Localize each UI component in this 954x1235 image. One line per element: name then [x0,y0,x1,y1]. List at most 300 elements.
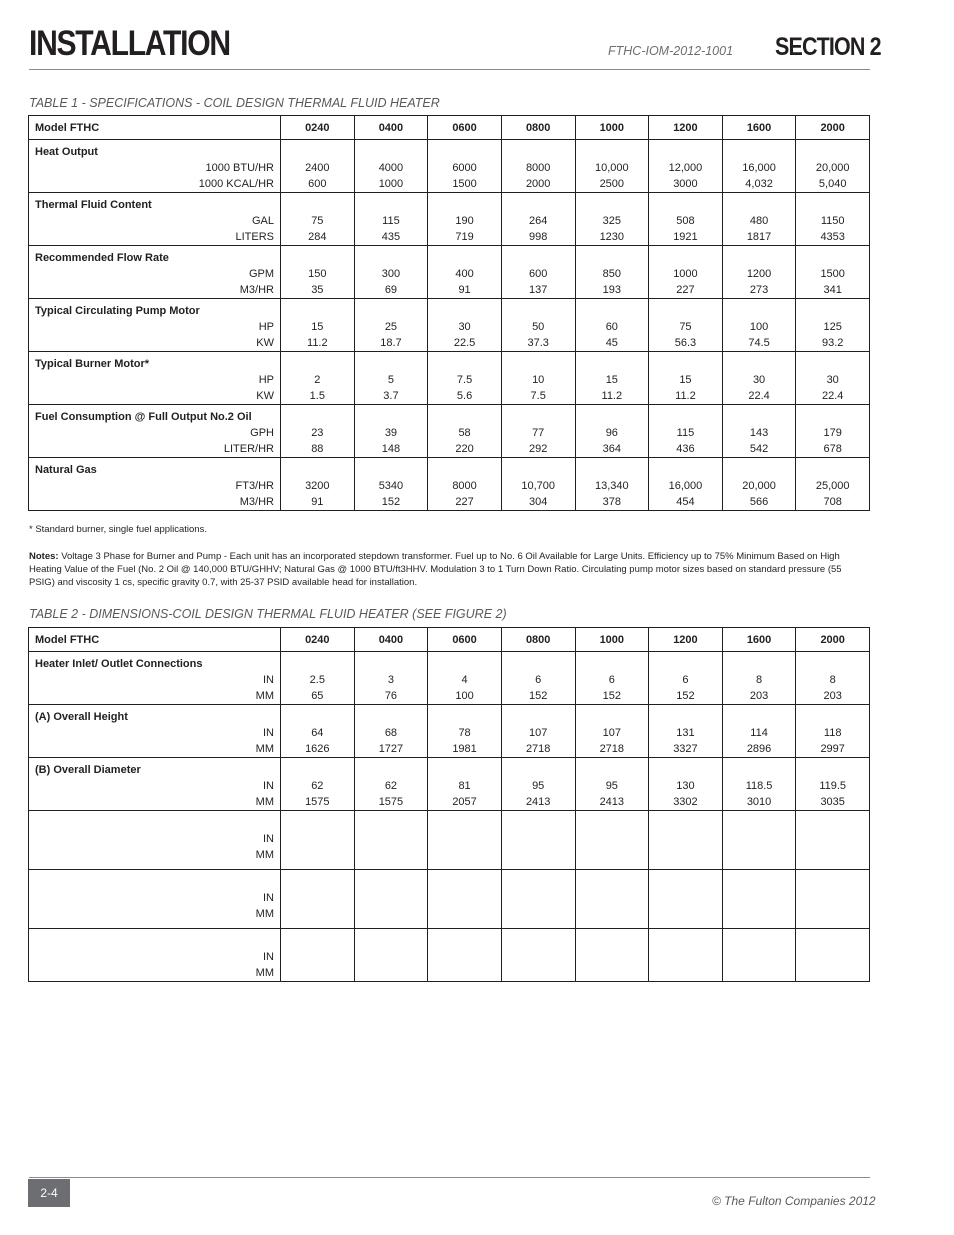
cell-value: 115 [676,427,695,439]
copyright: © The Fulton Companies 2012 [712,1194,876,1208]
value-cell [501,458,575,511]
value-cell [722,929,796,982]
row-label-cell [29,758,281,811]
cell-value: 15 [605,374,618,386]
value-cell [722,246,796,299]
value-cell [575,352,649,405]
cell-value: 75 [311,215,324,227]
cell-value: 6000 [452,162,477,174]
value-cell [281,299,355,352]
cell-value: 719 [455,231,474,243]
cell-value: 68 [384,727,398,739]
row-label-cell [29,246,281,299]
unit-label: HP [258,374,274,386]
cell-value: 77 [532,427,545,439]
cell-value: 4,032 [745,178,773,190]
cell-value: 1575 [378,796,404,808]
cell-value [723,831,796,847]
unit-label: HP [258,321,274,333]
value-cell [796,299,870,352]
model-header: 2000 [796,116,870,140]
cell-value: 20,000 [742,480,776,492]
cell-value: 119.5 [819,780,847,792]
value-cell [722,193,796,246]
cell-value: 62 [384,780,398,792]
cell-value [281,847,354,863]
value-cell [281,352,355,405]
cell-value: 227 [455,496,474,508]
cell-value: 190 [455,215,474,227]
cell-value: 284 [308,231,327,243]
cell-value: 125 [823,321,842,333]
cell-value: 37.3 [527,337,549,349]
value-cell [575,758,649,811]
value-cell [722,352,796,405]
cell-value: 91 [458,284,471,296]
value-cell [428,758,502,811]
value-cell [354,299,428,352]
value-cell [796,652,870,705]
unit-label: IN [263,951,274,963]
value-cell [354,458,428,511]
value-cell [722,705,796,758]
unit-label: KW [256,390,274,402]
value-cell [722,870,796,929]
cell-value: 18.7 [380,337,402,349]
cell-value: 179 [823,427,842,439]
cell-value [281,965,354,981]
table-row [29,193,870,246]
value-cell [796,352,870,405]
cell-value: 3327 [673,743,698,755]
cell-value: 542 [749,443,769,455]
cell-value: 8000 [452,480,477,492]
value-cell [649,870,723,929]
cell-value: 131 [676,727,695,739]
value-cell [722,458,796,511]
value-cell [796,811,870,870]
cell-value [796,890,869,906]
row-title [35,934,274,949]
cell-value: 22.4 [821,390,844,402]
row-label-cell [29,405,281,458]
cell-value: 1921 [673,231,698,243]
cell-value: 1575 [305,796,330,808]
value-cell [354,140,428,193]
cell-value: 25 [384,321,398,333]
cell-value: 64 [311,727,324,739]
cell-value: 5.6 [456,390,473,402]
cell-value: 56.3 [674,337,697,349]
table-row [29,652,870,705]
row-title: Fuel Consumption @ Full Output No.2 Oil [35,411,252,423]
cell-value: 81 [458,780,471,792]
cell-value: 11.2 [307,337,328,349]
value-cell [501,870,575,929]
cell-value: 8 [756,674,763,686]
cell-value: 11.2 [601,390,623,402]
cell-value: 6 [535,674,542,686]
cell-value [796,965,869,981]
cell-value: 78 [458,727,471,739]
cell-value: 227 [676,284,695,296]
document-code: FTHC-IOM-2012-1001 [608,44,734,58]
cell-value: 88 [311,443,324,455]
value-cell [649,140,723,193]
cell-value: 5,040 [818,178,847,190]
value-cell [575,705,649,758]
cell-value: 12,000 [668,162,703,174]
cell-value: 2 [314,374,321,386]
cell-value: 137 [529,284,548,296]
unit-label: MM [255,849,274,861]
cell-value: 15 [311,321,324,333]
model-header: 1000 [575,116,649,140]
cell-value: 22.5 [453,337,476,349]
cell-value: 107 [602,727,621,739]
cell-value: 193 [602,284,621,296]
value-cell [281,758,355,811]
cell-value [355,949,428,965]
cell-value [502,965,575,981]
cell-value: 273 [749,284,769,296]
value-cell [722,140,796,193]
cell-value [723,906,796,922]
cell-value: 1626 [305,743,330,755]
cell-value [796,831,869,847]
cell-value [723,890,796,906]
value-cell [428,811,502,870]
value-cell [281,246,355,299]
cell-value: 7.5 [530,390,546,402]
cell-value: 1500 [452,178,477,190]
cell-value [355,831,428,847]
model-header: 0800 [501,628,575,652]
value-cell [796,758,870,811]
cell-value: 23 [311,427,324,439]
unit-label: M3/HR [239,496,274,508]
notes-label: Notes: [29,551,59,562]
notes-text: Voltage 3 Phase for Burner and Pump - Each unit has an incorporated stepdown transformer. Fuel up to No. 6 Oil Available for Large Units. Efficiency up to 75% Minimum Based on High Heating Value of the Fuel (No. 2 Oil @ 140,000 BTU/GHHV; Natural Gas @ 1000 BTU/ft3HHV. Modulation 3 to 1 Turn Down Ratio. Circulating pump motor sizes based on standard pressure (55 PSIG) and viscosity 1 cs, specific gravity 0.7, with 25-37 PSID available head for installation. [29,551,842,588]
table-header-row [29,628,870,652]
value-cell [649,193,723,246]
cell-value: 708 [823,496,842,508]
value-cell [796,193,870,246]
value-cell [501,193,575,246]
cell-value: 6 [608,674,615,686]
cell-value: 1150 [820,215,845,227]
value-cell [354,705,428,758]
value-cell [501,405,575,458]
cell-value: 15 [679,374,692,386]
unit-label: IN [263,727,274,739]
cell-value: 30 [458,321,471,333]
cell-value: 7.5 [456,374,473,386]
cell-value: 2997 [820,743,845,755]
cell-value [649,965,722,981]
unit-label: 1000 KCAL/HR [198,178,274,190]
cell-value [428,965,501,981]
cell-value: 95 [532,780,545,792]
cell-value: 2718 [599,743,625,755]
cell-value [649,847,722,863]
value-cell [428,193,502,246]
footnote: * Standard burner, single fuel applications. [29,524,207,535]
value-cell [649,811,723,870]
cell-value: 2500 [599,178,625,190]
cell-value: 50 [532,321,545,333]
value-cell [281,652,355,705]
cell-value: 325 [602,215,621,227]
cell-value [428,831,501,847]
cell-value [723,847,796,863]
value-cell [281,193,355,246]
value-cell [575,140,649,193]
cell-value: 1000 [673,268,698,280]
value-cell [354,929,428,982]
model-header: 1600 [722,116,796,140]
unit-label: LITERS [235,231,274,243]
cell-value [502,949,575,965]
cell-value: 436 [676,443,695,455]
cell-value: 45 [605,337,618,349]
cell-value [576,847,649,863]
value-cell [354,758,428,811]
cell-value [355,890,428,906]
table-row [29,929,870,982]
cell-value: 10 [532,374,545,386]
table-row [29,870,870,929]
cell-value [576,890,649,906]
cell-value [576,906,649,922]
cell-value: 100 [749,321,769,333]
value-cell [501,758,575,811]
cell-value: 5 [387,374,394,386]
row-title: Recommended Flow Rate [35,252,169,264]
cell-value: 69 [384,284,398,296]
cell-value: 3000 [673,178,698,190]
cell-value: 152 [381,496,401,508]
value-cell [575,246,649,299]
cell-value: 10,000 [594,162,629,174]
cell-value: 118 [823,727,842,739]
value-cell [281,405,355,458]
table-row [29,405,870,458]
value-cell [501,246,575,299]
unit-label: MM [255,743,274,755]
cell-value: 13,340 [594,480,629,492]
cell-value: 2.5 [309,674,325,686]
model-header: 0400 [354,116,428,140]
cell-value: 2000 [525,178,551,190]
cell-value [502,890,575,906]
model-header: 0240 [281,116,355,140]
cell-value: 93.2 [821,337,844,349]
cell-value: 130 [676,780,695,792]
table-row [29,758,870,811]
value-cell [281,870,355,929]
cell-value: 3035 [820,796,845,808]
dimensions-table [28,627,870,982]
value-cell [796,929,870,982]
value-cell [501,352,575,405]
value-cell [575,929,649,982]
cell-value: 1500 [820,268,845,280]
cell-value [796,847,869,863]
value-cell [575,458,649,511]
model-header: 0800 [501,116,575,140]
row-title: (B) Overall Diameter [35,764,141,776]
cell-value: 25,000 [815,480,850,492]
value-cell [722,811,796,870]
value-cell [649,246,723,299]
cell-value: 341 [823,284,842,296]
value-cell [649,705,723,758]
cell-value: 150 [308,268,327,280]
value-cell [796,246,870,299]
value-cell [796,705,870,758]
model-label: Model FTHC [29,628,281,652]
value-cell [501,299,575,352]
table1-caption: TABLE 1 - SPECIFICATIONS - COIL DESIGN THERMAL FLUID HEATER [29,96,440,110]
cell-value [355,906,428,922]
row-title: (A) Overall Height [35,711,128,723]
cell-value: 220 [455,443,474,455]
model-header: 2000 [796,628,870,652]
cell-value [355,965,428,981]
value-cell [281,811,355,870]
table2-caption: TABLE 2 - DIMENSIONS-COIL DESIGN THERMAL FLUID HEATER (SEE FIGURE 2) [29,607,507,621]
row-label-cell [29,870,281,929]
cell-value: 30 [826,374,839,386]
model-header: 1000 [575,628,649,652]
unit-label: 1000 BTU/HR [205,162,274,174]
cell-value: 304 [529,496,548,508]
value-cell [796,458,870,511]
unit-label: IN [263,892,274,904]
table-row [29,811,870,870]
value-cell [428,870,502,929]
table-row [29,705,870,758]
footer-divider [29,1177,870,1178]
cell-value: 2400 [305,162,330,174]
cell-value: 75 [679,321,692,333]
row-label-cell [29,705,281,758]
row-title: Heat Output [35,146,98,158]
page-title: INSTALLATION [29,24,230,63]
cell-value: 364 [602,443,621,455]
cell-value [281,831,354,847]
value-cell [575,652,649,705]
cell-value: 292 [529,443,548,455]
cell-value: 39 [384,427,398,439]
value-cell [649,352,723,405]
cell-value: 65 [311,690,324,702]
cell-value: 152 [676,690,695,702]
cell-value: 3010 [746,796,772,808]
value-cell [428,458,502,511]
cell-value: 10,700 [521,480,556,492]
cell-value [281,890,354,906]
cell-value [428,906,501,922]
cell-value: 8000 [525,162,551,174]
value-cell [649,405,723,458]
value-cell [428,929,502,982]
model-header: 1200 [649,628,723,652]
row-title: Typical Circulating Pump Motor [35,305,200,317]
unit-label: GAL [251,215,274,227]
unit-label: GPH [250,427,274,439]
cell-value: 300 [381,268,401,280]
cell-value: 22.4 [748,390,770,402]
unit-label: MM [255,690,274,702]
cell-value: 3.7 [383,390,399,402]
cell-value: 600 [529,268,548,280]
cell-value [576,949,649,965]
cell-value [502,847,575,863]
cell-value: 152 [529,690,548,702]
value-cell [501,705,575,758]
row-label-cell [29,811,281,870]
cell-value [796,906,869,922]
value-cell [281,140,355,193]
unit-label: IN [263,833,274,845]
value-cell [281,705,355,758]
unit-label: MM [255,967,274,979]
value-cell [722,652,796,705]
row-title: Typical Burner Motor* [35,358,150,370]
cell-value: 143 [749,427,769,439]
cell-value [723,949,796,965]
section-label: SECTION 2 [775,33,881,61]
table-header-row [29,116,870,140]
row-title: Thermal Fluid Content [35,199,152,211]
cell-value [576,965,649,981]
unit-label: IN [263,674,274,686]
cell-value: 5340 [378,480,404,492]
cell-value: 8 [829,674,836,686]
cell-value: 35 [311,284,324,296]
page-number: 2-4 [28,1179,70,1207]
cell-value [502,906,575,922]
model-header: 0400 [354,628,428,652]
cell-value: 91 [311,496,324,508]
cell-value [649,890,722,906]
value-cell [501,929,575,982]
cell-value: 3200 [305,480,330,492]
value-cell [281,458,355,511]
cell-value: 378 [602,496,621,508]
unit-label: KW [256,337,274,349]
unit-label: FT3/HR [235,480,274,492]
cell-value: 16,000 [742,162,776,174]
row-title: Natural Gas [35,464,97,476]
cell-value: 1230 [599,231,625,243]
value-cell [649,758,723,811]
unit-label: LITER/HR [223,443,274,455]
cell-value: 114 [750,727,768,739]
row-title [35,875,274,890]
cell-value: 850 [602,268,621,280]
value-cell [722,405,796,458]
cell-value: 2413 [525,796,551,808]
cell-value [796,949,869,965]
cell-value: 998 [529,231,548,243]
value-cell [354,405,428,458]
cell-value: 1200 [746,268,772,280]
cell-value: 264 [529,215,548,227]
row-label-cell [29,193,281,246]
